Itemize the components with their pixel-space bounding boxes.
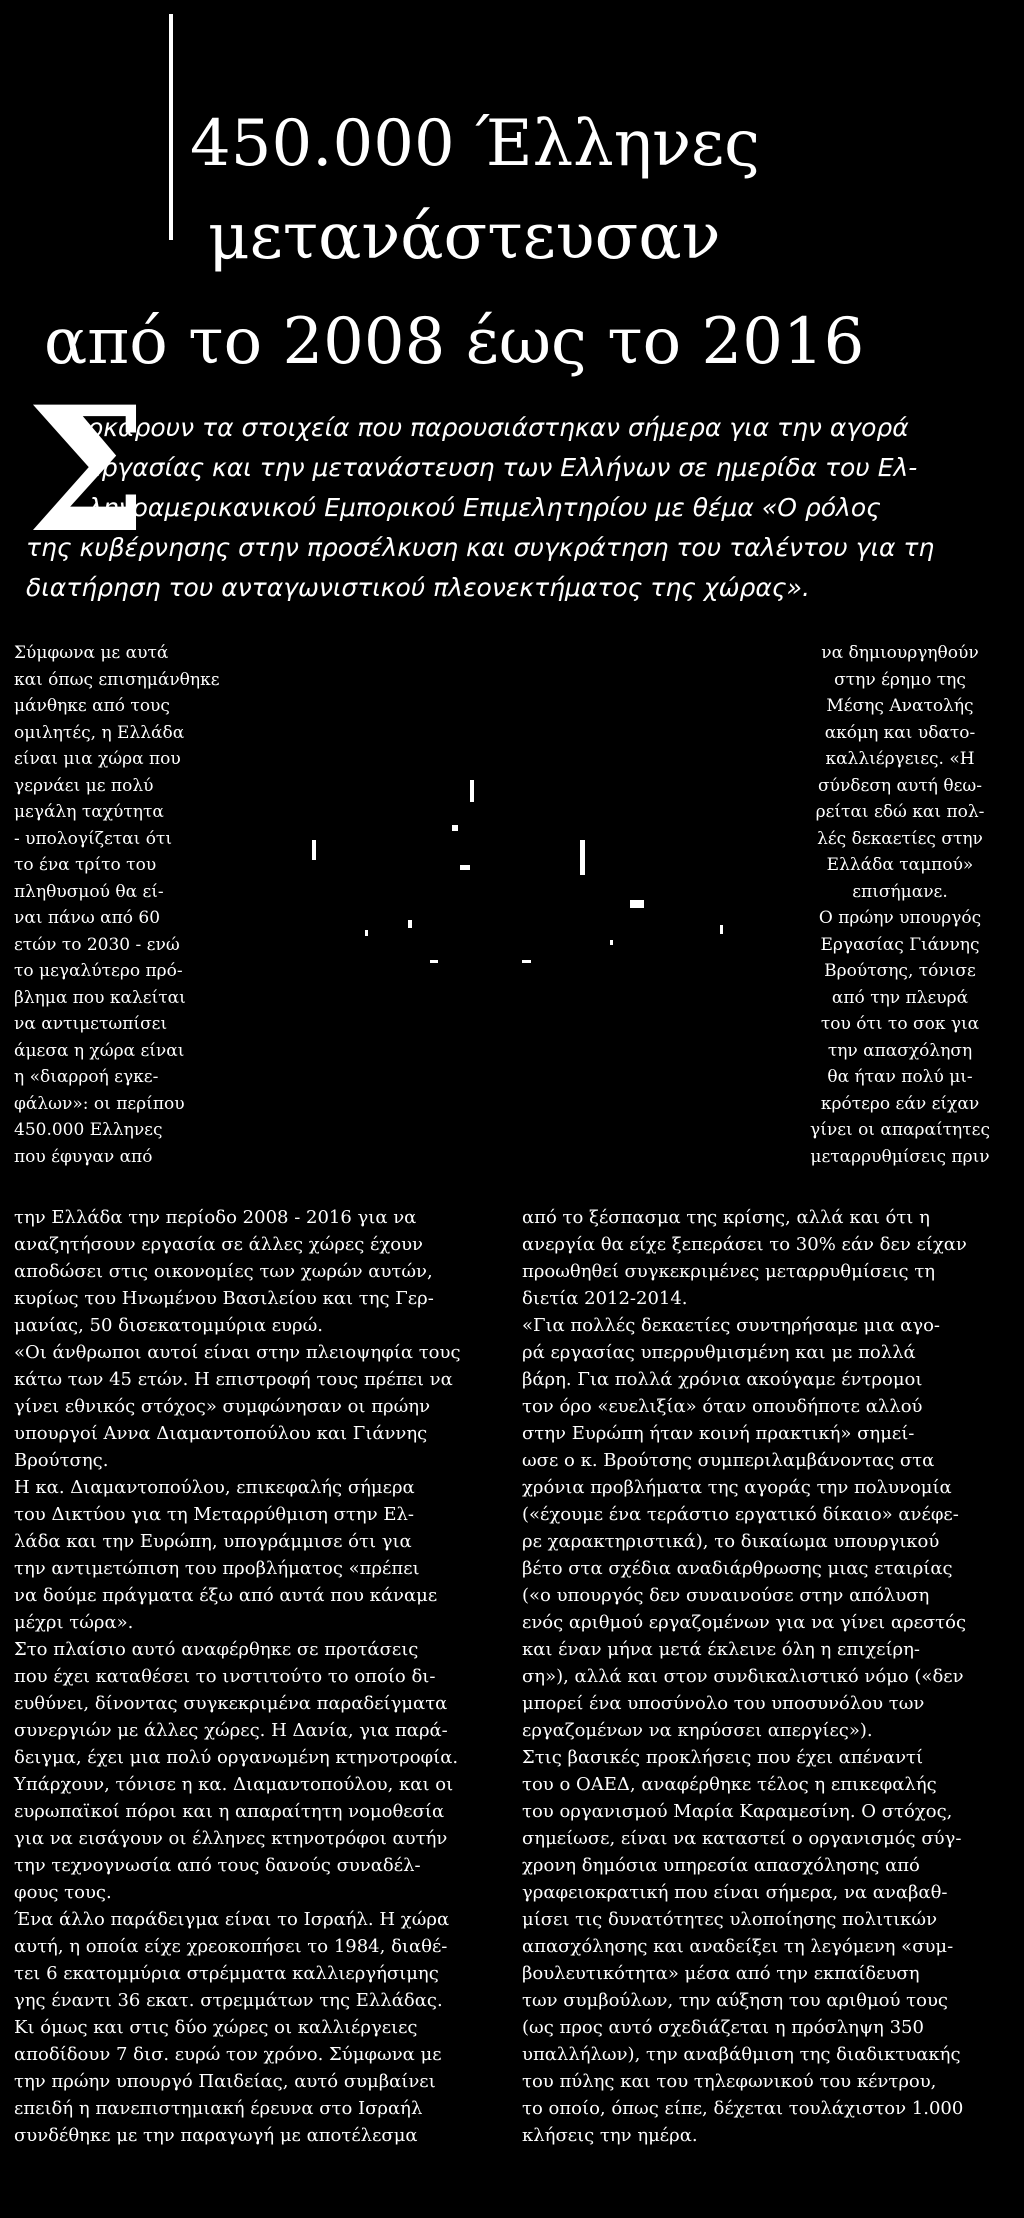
text-line: ση»), αλλά και στον συνδικαλιστικό νόμο («δεν (522, 1666, 964, 1687)
text-line: που έχει καταθέσει το ινστιτούτο το οποίο δι- (14, 1666, 436, 1687)
text-line: μέχρι τώρα». (14, 1612, 134, 1633)
text-line: σημείωσε, είναι να καταστεί ο οργανισμός σύγ- (522, 1828, 962, 1849)
text-line: ενός αριθμού εργαζομένων για να γίνει αρεστός (522, 1612, 967, 1633)
text-line: για να εισάγουν οι έλληνες κτηνοτρόφοι αυτήν (14, 1828, 448, 1849)
text-line: δειγμα, έχει μια πολύ οργανωμένη κτηνοτροφία. (14, 1747, 459, 1768)
text-line: το ένα τρίτο του (14, 855, 157, 875)
text-line: επισήμανε. (852, 881, 948, 902)
photo-highlight (580, 840, 585, 875)
text-line: αναζητήσουν εργασία σε άλλες χώρες έχουν (14, 1234, 423, 1255)
text-line: από την πλευρά (831, 987, 969, 1008)
text-line: που έφυγαν από (14, 1146, 153, 1167)
text-line: των συμβούλων, την αύξηση του αριθμού τους (522, 1990, 948, 2011)
text-line: το οποίο, όπως είπε, δέχεται τουλάχιστον 1.000 (522, 2098, 964, 2119)
left-narrow-column (14, 640, 304, 1170)
text-line: να αντιμετωπίσει (14, 1014, 168, 1034)
text-line: του πύλης και του τηλεφωνικού του κέντρου, (522, 2071, 937, 2092)
headline-line-3: από το 2008 έως το 2016 (44, 304, 865, 379)
text-line: προωθηθεί συγκεκριμένες μεταρρυθμίσεις τη (522, 1261, 936, 1282)
text-line: («ο υπουργός δεν συναινούσε στην απόλυση (522, 1585, 930, 1606)
photo-highlight (470, 780, 474, 802)
text-line: Ελλάδα ταμπού» (826, 855, 974, 875)
text-line: βλημα που καλείται (14, 987, 186, 1008)
text-line: 450.000 Ελληνες (14, 1120, 163, 1140)
text-line: λές δεκαετίες στην (817, 828, 983, 849)
text-line: γίνει εθνικός στόχος» συμφώνησαν οι πρώην (14, 1396, 431, 1417)
text-line: ομιλητές, η Ελλάδα (14, 722, 185, 743)
text-line: ρείται εδώ και πολ- (815, 802, 985, 822)
text-line: του ότι το σοκ για (820, 1014, 980, 1034)
text-line: ευρωπαϊκοί πόροι και η απαραίτητη νομοθεσία (14, 1801, 445, 1822)
text-line: γίνει οι απαραίτητες (810, 1120, 990, 1140)
text-line: διετία 2012-2014. (522, 1288, 688, 1309)
text-line: ευθύνει, δίνοντας συγκεκριμένα παραδείγματα (14, 1693, 448, 1714)
text-line: μεγάλη ταχύτητα (14, 802, 164, 822)
text-line: το μεγαλύτερο πρό- (14, 961, 183, 981)
text-line: (ως προς αυτό σχεδιάζεται η πρόσληψη 350 (522, 2017, 924, 2038)
text-line: μίσει τις δυνατότητες υλοποίησης πολιτικών (522, 1909, 938, 1930)
photo-highlight (610, 940, 613, 945)
text-line: ετών το 2030 - ενώ (14, 934, 180, 955)
text-line: βάρη. Για πολλά χρόνια ακούγαμε έντρομοι (522, 1369, 923, 1390)
text-line: στην Ευρώπη ήταν κοινή πρακτική» σημεί- (522, 1423, 915, 1444)
text-line: φάλων»: οι περίπου (14, 1093, 185, 1114)
text-line: πληθυσμού θα εί- (14, 881, 164, 902)
text-line: την τεχνογνωσία από τους δανούς συναδέλ- (14, 1855, 421, 1876)
text-line: Στο πλαίσιο αυτό αναφέρθηκε σε προτάσεις (14, 1639, 419, 1660)
text-line: και έναν μήνα μετά έκλεινε όλη η επιχείρη- (522, 1639, 920, 1660)
text-line: την αντιμετώπιση του προβλήματος «πρέπει (14, 1558, 420, 1579)
text-line: μεταρρυθμίσεις πριν (810, 1146, 990, 1167)
text-line: του ο ΟΑΕΔ, αναφέρθηκε τέλος η επικεφαλής (522, 1774, 937, 1795)
text-line: μάνθηκε από τους (14, 696, 170, 716)
text-line: τον όρο «ευελιξία» όταν οπουδήποτε αλλού (522, 1396, 923, 1417)
photo-highlight (720, 925, 723, 934)
photo-highlight (312, 840, 316, 860)
text-line: βουλευτικότητα» μέσα από την εκπαίδευση (522, 1963, 920, 1984)
text-line: την πρώην υπουργό Παιδείας, αυτό συμβαίνει (14, 2071, 436, 2092)
text-line: Σύμφωνα με αυτά (14, 643, 169, 663)
text-line: Εργασίας Γιάννης (820, 934, 980, 955)
text-line: αποδώσει στις οικονομίες των χωρών αυτών, (14, 1261, 433, 1282)
text-line: να δούμε πράγματα έξω από αυτά που κάναμε (14, 1585, 438, 1606)
text-line: συνδέθηκε με την παραγωγή με αποτέλεσμα (14, 2125, 418, 2146)
text-line: ωσε ο κ. Βρούτσης συμπεριλαμβάνοντας στα (522, 1450, 935, 1471)
photo-highlight (630, 900, 644, 908)
text-line: ναι πάνω από 60 (14, 908, 161, 928)
photo-highlight (408, 920, 412, 928)
text-line: εργαζομένων να κηρύσσει απεργίες»). (522, 1720, 873, 1741)
text-line: η «διαρροή εγκε- (14, 1067, 159, 1087)
text-line: χρόνια προβλήματα της αγοράς την πολυνομία (522, 1477, 952, 1498)
text-line: ρε χαρακτηριστικά), το δικαίωμα υπουργικού (522, 1531, 940, 1552)
text-line: Ένα άλλο παράδειγμα είναι το Ισραήλ. Η χώρα (14, 1909, 450, 1930)
text-line: τει 6 εκατομμύρια στρέμματα καλλιεργήσιμης (14, 1963, 439, 1984)
text-line: Βρούτσης, τόνισε (824, 961, 976, 981)
text-line: καλλιέργειες. «Η (825, 749, 975, 769)
text-line: γραφειοκρατική που είναι σήμερα, να αναβαθ- (522, 1882, 948, 1903)
right-narrow-column (790, 640, 1010, 1170)
text-line: φους τους. (14, 1882, 112, 1903)
text-line: την Ελλάδα την περίοδο 2008 - 2016 για να (14, 1207, 417, 1228)
photo-highlight (430, 960, 438, 963)
lead-line: εργασίας και την μετανάστευση των Ελλήνων σε ημερίδα του Ελ- (88, 453, 918, 482)
text-line: άμεσα η χώρα είναι (14, 1040, 185, 1061)
text-line: απασχόλησης και αναδείξει τη λεγόμενη «συμ- (522, 1936, 954, 1957)
text-line: του οργανισμού Μαρία Καραμεσίνη. Ο στόχος, (522, 1801, 953, 1822)
text-line: χρονη δημόσια υπηρεσία απασχόλησης από (522, 1855, 920, 1876)
text-line: Βρούτσης. (14, 1450, 109, 1471)
text-line: βέτο στα σχέδια αναδιάρθρωσης μιας εταιρίας (522, 1558, 953, 1579)
body-column-right (522, 1204, 967, 2149)
text-line: επειδή η πανεπιστημιακή έρευνα στο Ισραήλ (14, 2098, 423, 2119)
lead-dropcap: Σ (26, 368, 148, 571)
photo-highlight (460, 865, 470, 870)
text-line: Η κα. Διαμαντοπούλου, επικεφαλής σήμερα (14, 1477, 415, 1498)
text-line: γης έναντι 36 εκατ. στρεμμάτων της Ελλάδας. (14, 1990, 443, 2011)
text-line: Ο πρώην υπουργός (818, 908, 982, 928)
text-line: ακόμη και υδατο- (824, 722, 976, 743)
lead-line: της κυβέρνησης στην προσέλκυση και συγκράτηση του ταλέντου για τη (26, 533, 935, 562)
photo-highlight (522, 960, 531, 963)
text-line: («έχουμε ένα τεράστιο εργατικό δίκαιο» ανέφε- (522, 1504, 959, 1525)
photo-highlight (365, 930, 368, 936)
text-line: γερνάει με πολύ (14, 775, 154, 796)
text-line: ρά εργασίας υπερρυθμισμένη και με πολλά (522, 1342, 916, 1363)
lead-paragraph (26, 368, 974, 608)
text-line: είναι μια χώρα που (14, 749, 181, 769)
text-line: Υπάρχουν, τόνισε η κα. Διαμαντοπούλου, και οι (14, 1774, 454, 1795)
dark-photo (300, 640, 776, 1204)
text-line: συνεργιών με άλλες χώρες. Η Δανία, για παρά- (14, 1720, 448, 1741)
headline-line-1: 450.000 Έλληνες (190, 106, 760, 181)
body-column-left (14, 1204, 461, 2149)
text-line: μανίας, 50 δισεκατομμύρια ευρώ. (14, 1315, 323, 1336)
text-line: μπορεί ένα υποσύνολο του υποσυνόλου των (522, 1693, 925, 1714)
lead-line: διατήρηση του ανταγωνιστικού πλεονεκτήματος της χώρας». (26, 573, 810, 602)
text-line: να δημιουργηθούν (821, 643, 979, 663)
text-line: «Για πολλές δεκαετίες συντηρήσαμε μια αγο- (522, 1315, 941, 1336)
text-line: στην έρημο της (834, 669, 966, 690)
text-line: και όπως επισημάνθηκε (14, 669, 220, 690)
text-line: Στις βασικές προκλήσεις που έχει απέναντί (522, 1747, 924, 1768)
text-line: κρότερο εάν είχαν (820, 1093, 980, 1114)
text-line: αυτή, η οποία είχε χρεοκοπήσει το 1984, διαθέ- (14, 1936, 448, 1957)
text-line: υπουργοί Αννα Διαμαντοπούλου και Γιάννης (14, 1423, 428, 1444)
text-line: θα ήταν πολύ μι- (827, 1067, 973, 1087)
text-line: υπαλλήλων), την αναβάθμιση της διαδικτυακής (522, 2044, 961, 2065)
text-line: την απασχόληση (827, 1040, 973, 1061)
headline-line-2: μετανάστευσαν (208, 199, 721, 274)
text-line: κυρίως του Ηνωμένου Βασιλείου και της Γερ- (14, 1288, 434, 1309)
text-line: αποδίδουν 7 δισ. ευρώ τον χρόνο. Σύμφωνα με (14, 2044, 442, 2065)
text-line: Μέσης Ανατολής (826, 696, 974, 716)
text-line: του Δικτύου για τη Μεταρρύθμιση στην Ελ- (14, 1504, 415, 1525)
text-line: Κι όμως και στις δύο χώρες οι καλλιέργειες (14, 2017, 418, 2038)
headline-rule (169, 14, 173, 240)
text-line: λάδα και την Ευρώπη, υπογράμμισε ότι για (14, 1531, 412, 1552)
text-line: κλήσεις την ημέρα. (522, 2125, 698, 2146)
text-line: ανεργία θα είχε ξεπεράσει το 30% εάν δεν είχαν (522, 1234, 967, 1255)
text-line: - υπολογίζεται ότι (14, 828, 173, 849)
text-line: σύνδεση αυτή θεω- (818, 775, 982, 796)
photo-highlight (452, 825, 458, 831)
lead-line: ληνοαμερικανικού Εμπορικού Επιμελητηρίου με θέμα «Ο ρόλος (88, 493, 881, 522)
text-line: από το ξέσπασμα της κρίσης, αλλά και ότι η (522, 1207, 930, 1228)
lead-line: οκάρουν τα στοιχεία που παρουσιάστηκαν σήμερα για την αγορά (88, 413, 909, 442)
text-line: «Οι άνθρωποι αυτοί είναι στην πλειοψηφία τους (14, 1342, 461, 1363)
text-line: κάτω των 45 ετών. Η επιστροφή τους πρέπει να (14, 1369, 453, 1390)
